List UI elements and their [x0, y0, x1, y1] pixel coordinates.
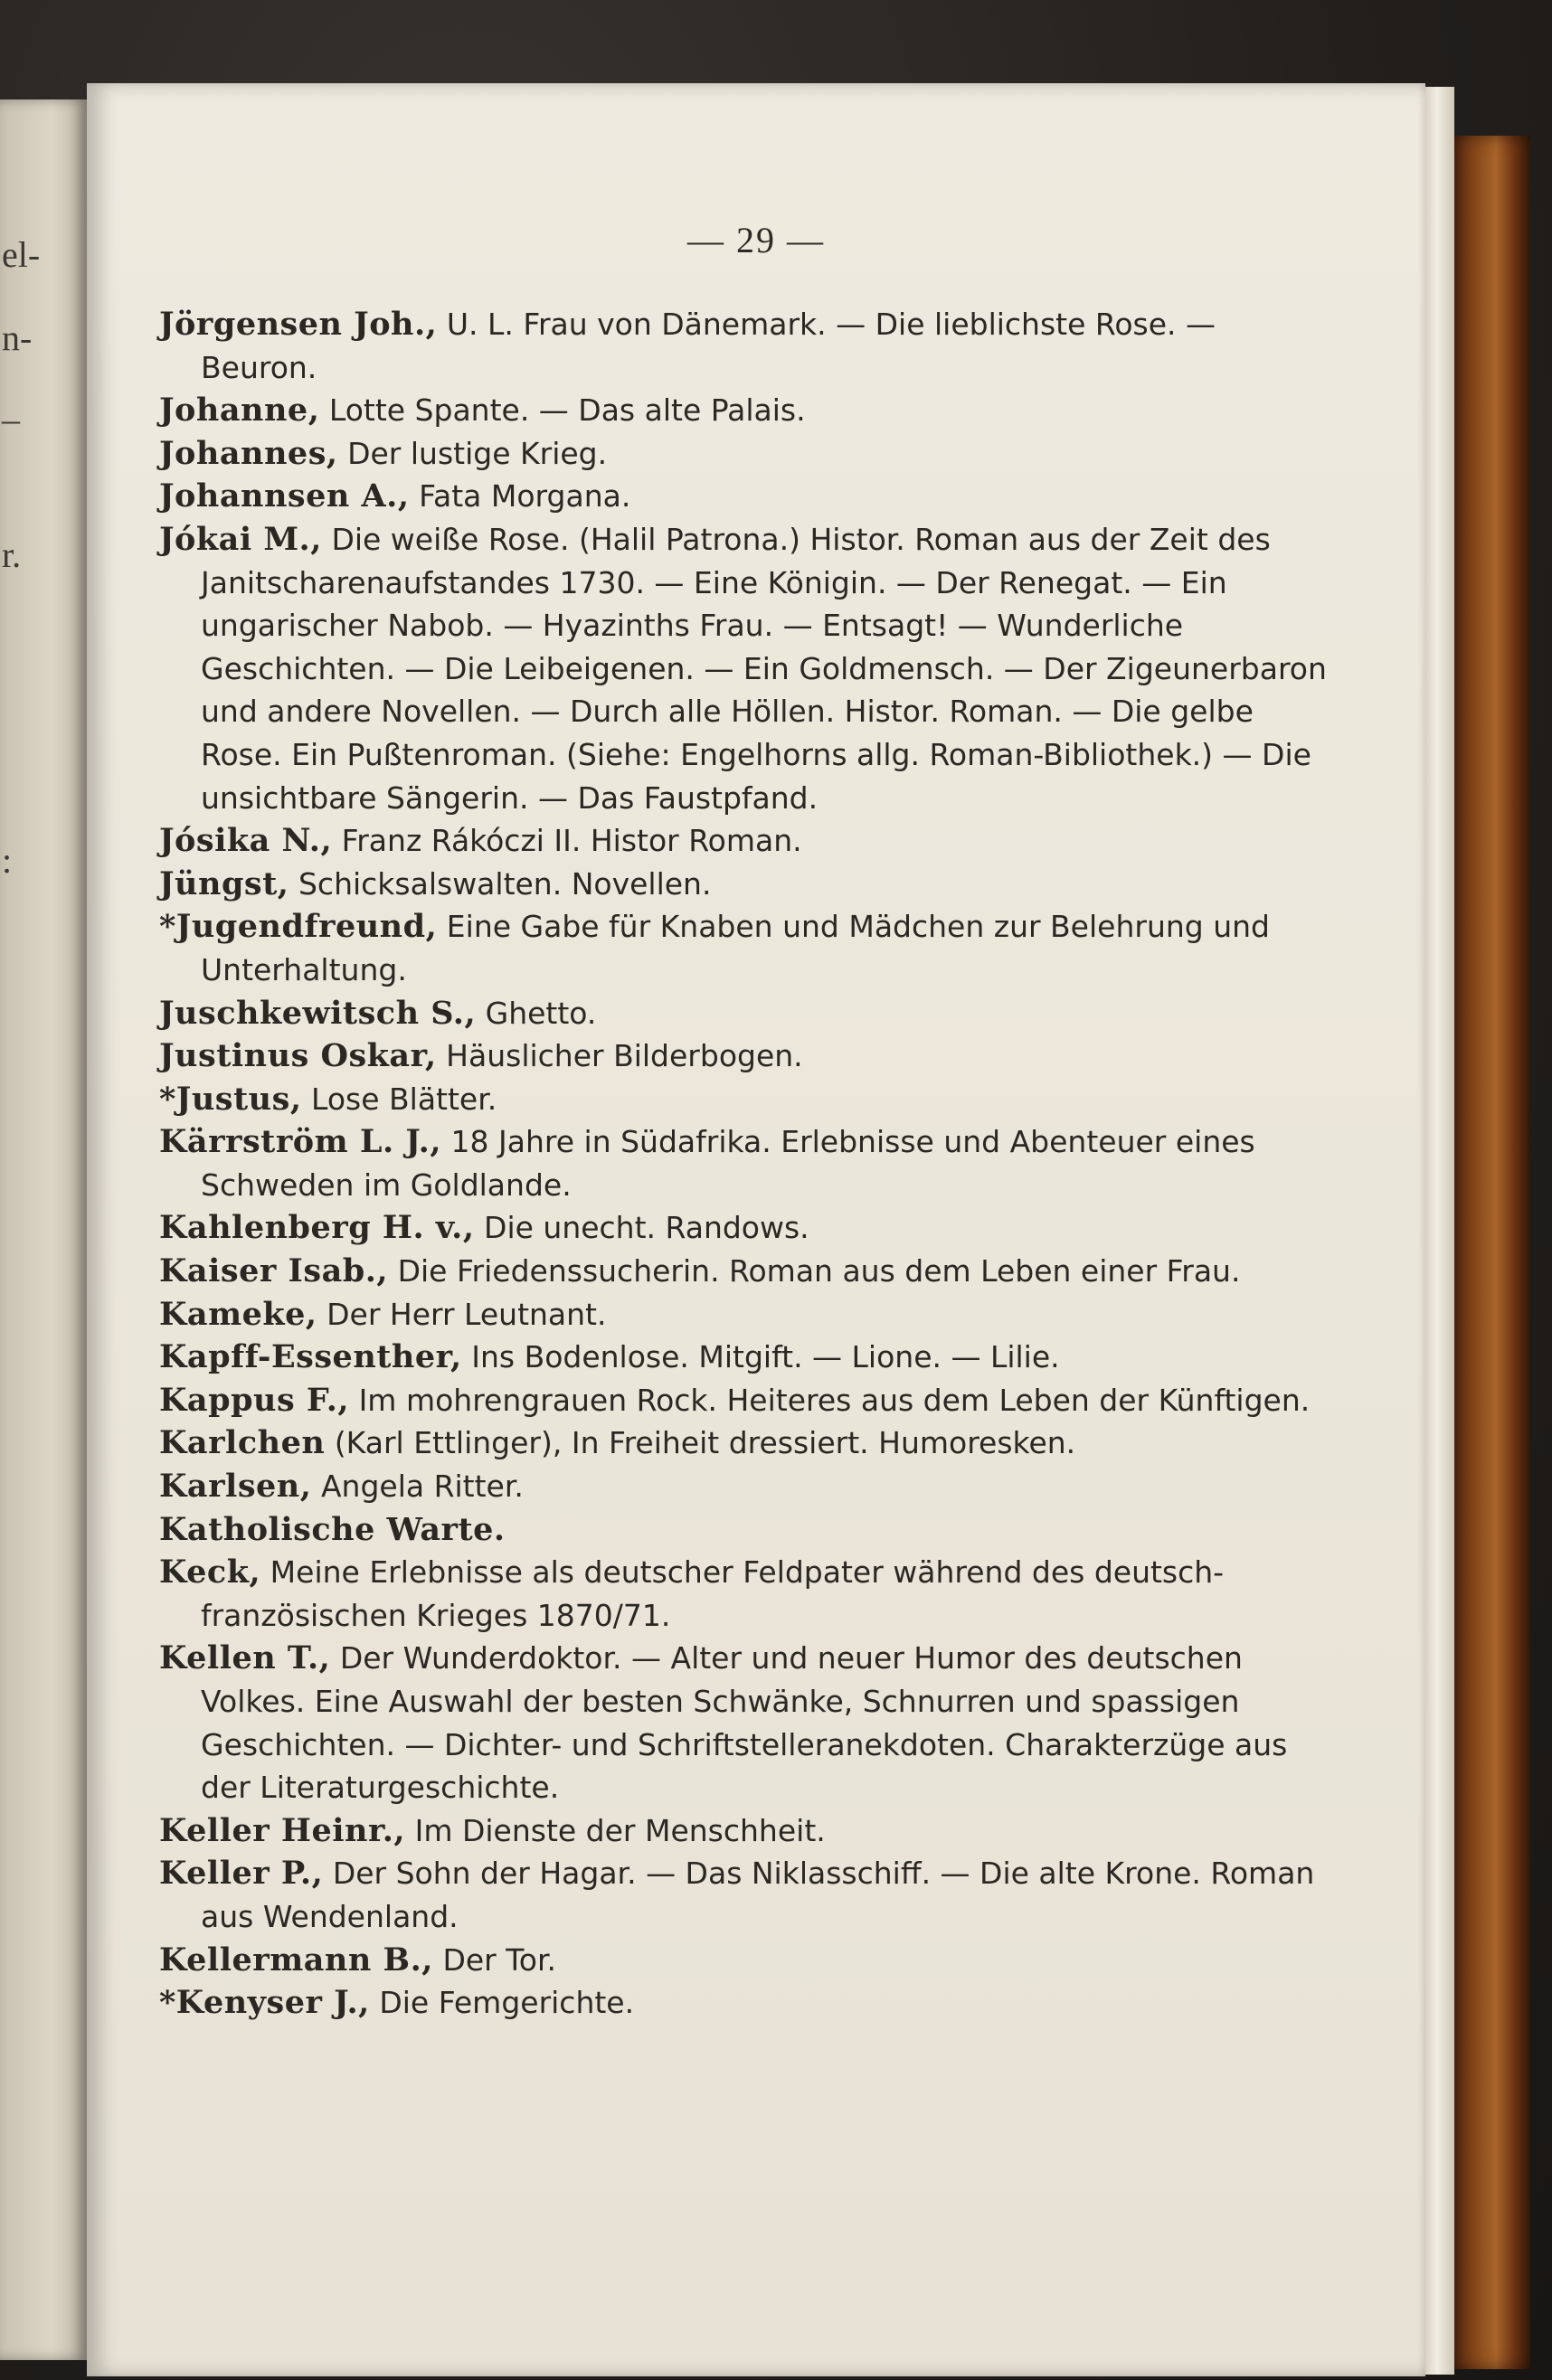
- entry-list: [159, 303, 1335, 2025]
- entry-name: Kaiser Isab.,: [159, 1252, 389, 1290]
- list-item: [159, 475, 1335, 518]
- entry-name: *Justus,: [159, 1080, 302, 1118]
- list-item: [159, 1465, 1335, 1508]
- entry-name: Keller Heinr.,: [159, 1811, 406, 1849]
- entry-name: Karlsen,: [159, 1468, 312, 1506]
- entry-name: Kellen T.,: [159, 1639, 331, 1677]
- entry-name: Katholische Warte.: [159, 1510, 506, 1548]
- list-item: [159, 992, 1335, 1035]
- list-item: [159, 1206, 1335, 1250]
- entry-text: Die Femgerichte.: [379, 1985, 635, 2021]
- left-fragment: :: [2, 840, 13, 881]
- left-fragment: el-: [2, 234, 41, 275]
- entry-text: Schicksalswalten. Novellen.: [298, 865, 712, 902]
- entry-name: Kahlenberg H. v.,: [159, 1209, 475, 1247]
- entry-text: Im Dienste der Menschheit.: [414, 1812, 826, 1848]
- book-binding: [1454, 136, 1530, 2369]
- entry-name: Johanne,: [159, 392, 320, 430]
- list-item: [159, 1120, 1335, 1206]
- list-item: [159, 863, 1335, 906]
- entry-name: Kellermann B.,: [159, 1941, 433, 1979]
- page-number: — 29 —: [687, 220, 825, 260]
- entry-name: Jósika N.,: [159, 822, 333, 860]
- page-stack-edge: [1425, 87, 1454, 2375]
- list-item: [159, 1078, 1335, 1121]
- entry-name: *Kenyser J.,: [159, 1984, 370, 2022]
- list-item: [159, 518, 1335, 819]
- list-item: [159, 1421, 1335, 1465]
- entry-name: Kärrström L. J.,: [159, 1123, 442, 1161]
- list-item: [159, 1379, 1335, 1422]
- list-item: [159, 303, 1335, 389]
- list-item: [159, 905, 1335, 991]
- entry-name: Johannes,: [159, 434, 338, 472]
- left-page-edge: [0, 99, 87, 2360]
- entry-text: Der Herr Leutnant.: [326, 1296, 607, 1332]
- list-item: [159, 1250, 1335, 1293]
- entry-name: *Jugendfreund,: [159, 908, 438, 946]
- list-item: [159, 819, 1335, 863]
- entry-name: Keck,: [159, 1554, 261, 1591]
- entry-text: Der Sohn der Hagar. — Das Niklasschiff. — Die alte Krone. Roman aus Wendenland.: [201, 1856, 1315, 1934]
- entry-text: Angela Ritter.: [320, 1469, 524, 1505]
- list-item: [159, 1809, 1335, 1853]
- entry-text: Die Friedenssucherin. Roman aus dem Leben einer Frau.: [397, 1253, 1241, 1289]
- entry-name: Jüngst,: [159, 864, 289, 902]
- list-item: [159, 1981, 1335, 2025]
- list-item: [159, 1551, 1335, 1637]
- entry-name: Jörgensen Joh.,: [159, 306, 438, 343]
- entry-name: Jókai M.,: [159, 520, 322, 558]
- entry-text: Meine Erlebnisse als deutscher Feldpater während des deutsch-französischen Krieges 1870/71.: [201, 1554, 1225, 1633]
- list-item: [159, 1034, 1335, 1078]
- entry-name: Juschkewitsch S.,: [159, 994, 477, 1032]
- entry-name: Kameke,: [159, 1295, 317, 1333]
- book-page: [87, 83, 1425, 2376]
- list-item: [159, 1852, 1335, 1938]
- list-item: [159, 1939, 1335, 1982]
- entry-text: Der lustige Krieg.: [347, 435, 608, 471]
- entry-text: Lose Blätter.: [311, 1081, 497, 1117]
- left-fragment: r.: [2, 534, 22, 575]
- entry-name: Johannsen A.,: [159, 477, 410, 515]
- list-item: [159, 389, 1335, 432]
- list-item: [159, 432, 1335, 476]
- left-fragment: –: [2, 399, 20, 439]
- entry-text: (Karl Ettlinger), In Freiheit dressiert. Humoresken.: [334, 1425, 1076, 1461]
- entry-name: Kapff-Essenther,: [159, 1338, 462, 1376]
- entry-text: Der Wunderdoktor. — Alter und neuer Humor des deutschen Volkes. Eine Auswahl der besten Schwänke, Schnurren und spassigen Geschichten. — Dichter- und Schriftstelleranekdoten. Charakterzüge aus der Literaturgeschichte.: [201, 1640, 1288, 1806]
- entry-text: Ins Bodenlose. Mitgift. — Lione. — Lilie.: [471, 1339, 1060, 1375]
- entry-text: Die unecht. Randows.: [484, 1210, 809, 1246]
- entry-name: Justinus Oskar,: [159, 1037, 437, 1075]
- entry-text: Der Tor.: [442, 1941, 557, 1978]
- entry-text: Fata Morgana.: [419, 478, 631, 515]
- entry-text: Ghetto.: [485, 995, 597, 1031]
- entry-text: 18 Jahre in Südafrika. Erlebnisse und Abenteuer eines Schweden im Goldlande.: [201, 1124, 1255, 1203]
- entry-name: Kappus F.,: [159, 1381, 350, 1419]
- left-fragment: n-: [2, 317, 33, 358]
- entry-text: Im mohrengrauen Rock. Heiteres aus dem Leben der Künftigen.: [358, 1382, 1311, 1418]
- list-item: [159, 1508, 1335, 1552]
- entry-text: Lotte Spante. — Das alte Palais.: [328, 392, 806, 429]
- entry-name: Keller P.,: [159, 1855, 324, 1893]
- list-item: [159, 1293, 1335, 1336]
- entry-text: Eine Gabe für Knaben und Mädchen zur Belehrung und Unterhaltung.: [201, 909, 1270, 987]
- list-item: [159, 1336, 1335, 1379]
- entry-name: Karlchen: [159, 1424, 326, 1462]
- list-item: [159, 1637, 1335, 1809]
- entry-text: Franz Rákóczi II. Histor Roman.: [341, 823, 802, 859]
- entry-text: Die weiße Rose. (Halil Patrona.) Histor. Roman aus der Zeit des Janitscharenaufstandes 1730. — Eine Königin. — Der Renegat. — Ein ungarischer Nabob. — Hyazinths Frau. — Entsagt! — Wunderliche Geschichten. — Die Leibeigenen. — Ein Goldmensch. — Der Zigeunerbaron und andere Novellen. — Durch alle Höllen. Histor. Roman. — Die gelbe Rose. Ein Pußtenroman. (Siehe: Engelhorns allg. Roman-Bibliothek.) — Die unsichtbare Sängerin. — Das Faustpfand.: [201, 521, 1327, 816]
- entry-text: Häuslicher Bilderbogen.: [446, 1038, 803, 1074]
- entry-text: U. L. Frau von Dänemark. — Die lieblichste Rose. — Beuron.: [201, 307, 1216, 385]
